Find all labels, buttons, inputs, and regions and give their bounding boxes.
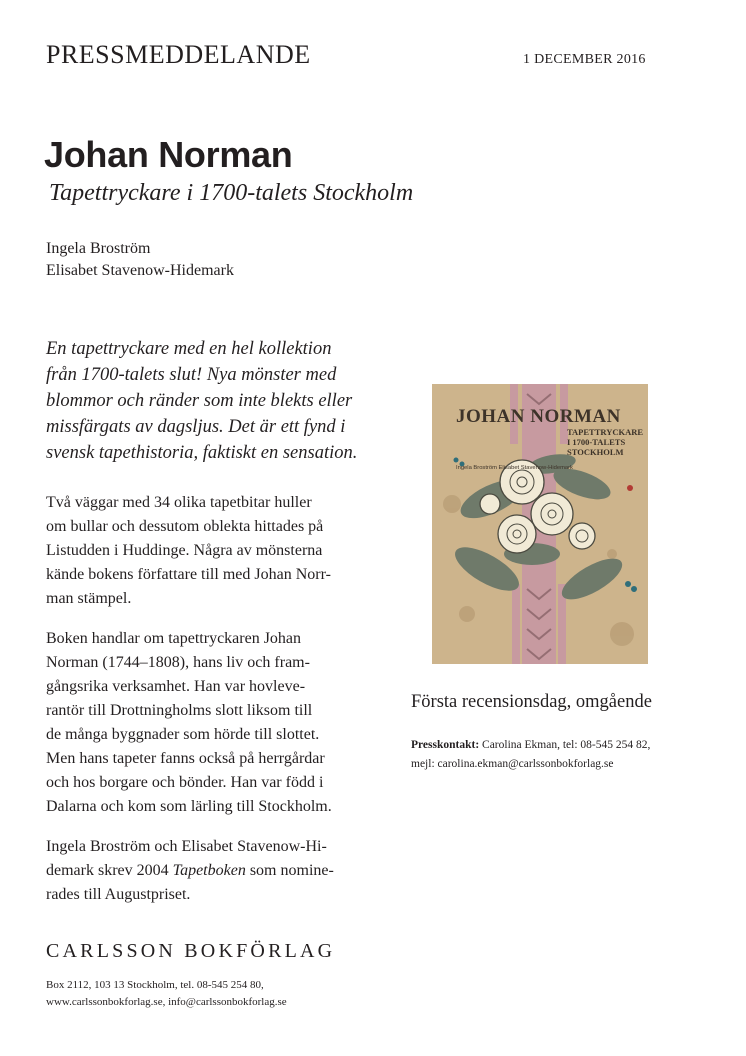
press-contact-name-phone: Carolina Ekman, tel: 08-545 254 82, <box>479 739 651 751</box>
text-span: som nomine- <box>245 862 334 879</box>
paragraph-line <box>46 859 381 883</box>
release-date: 1 DECEMBER 2016 <box>523 52 646 67</box>
book-cover-image <box>432 384 648 664</box>
press-contact <box>411 736 650 774</box>
paragraph-line: Boken handlar om tapettryckaren Johan <box>46 630 302 647</box>
paragraph-line: Men hans tapeter fanns också på herrgårdar <box>46 750 325 767</box>
book-subtitle: Tapettryckare i 1700-talets Stockholm <box>49 180 414 206</box>
lead-line: svensk tapethistoria, faktiskt en sensation. <box>46 443 358 463</box>
lead-line: En tapettryckare med en hel kollektion <box>46 339 332 359</box>
svg-text:TAPETTRYCKARE: TAPETTRYCKARE <box>567 427 644 437</box>
press-contact-email: mejl: carolina.ekman@carlssonbokforlag.se <box>411 758 614 770</box>
lead-line: blommor och ränder som inte blekts eller <box>46 391 353 411</box>
paragraph-line: och hos borgare och bönder. Han var född i <box>46 774 324 791</box>
body-paragraph-2 <box>46 627 381 819</box>
paragraph-line: rantör till Drottningholms slott liksom till <box>46 702 313 719</box>
paragraph-line: om bullar och dessutom oblekta hittades på <box>46 518 324 535</box>
paragraph-line: Ingela Broström och Elisabet Stavenow-Hi- <box>46 838 327 855</box>
review-date: Första recensionsdag, omgående <box>411 692 652 712</box>
text-span: demark skrev 2004 <box>46 862 173 879</box>
svg-text:JOHAN NORMAN: JOHAN NORMAN <box>456 406 621 427</box>
lead-paragraph <box>46 336 381 466</box>
paragraph-line: Dalarna och kom som lärling till Stockholm. <box>46 798 332 815</box>
book-title: Johan Norman <box>44 134 293 175</box>
book-reference-tapetboken: Tapetboken <box>172 862 246 879</box>
paragraph-line: man stämpel. <box>46 590 132 607</box>
paragraph-line: Norman (1744–1808), hans liv och fram- <box>46 654 310 671</box>
svg-text:Ingela Broström Elisabet S: Ingela Broström Elisabet Stavenow-Hidemark <box>456 465 573 471</box>
svg-text:I 1700-TALETS: I 1700-TALETS <box>567 437 626 447</box>
author-name: Elisabet Stavenow-Hidemark <box>46 262 234 279</box>
body-paragraph-3 <box>46 835 381 907</box>
paragraph-line: Listudden i Huddinge. Några av mönsterna <box>46 542 323 559</box>
publisher-contact <box>46 977 287 1011</box>
paragraph-line: de många byggnader som hörde till slottet. <box>46 726 320 743</box>
lead-line: missfärgats av dagsljus. Det är ett fynd i <box>46 417 346 437</box>
paragraph-line: rades till Augustpriset. <box>46 886 191 903</box>
paragraph-line: gångsrika verksamhet. Han var hovleve- <box>46 678 306 695</box>
author-name: Ingela Broström <box>46 240 151 257</box>
authors <box>46 238 234 282</box>
publisher-web: www.carlssonbokforlag.se, info@carlssonbokforlag.se <box>46 996 287 1008</box>
publisher-address: Box 2112, 103 13 Stockholm, tel. 08-545 254 80, <box>46 979 264 991</box>
paragraph-line: Två väggar med 34 olika tapetbitar huller <box>46 494 312 511</box>
press-contact-line <box>411 736 650 755</box>
svg-text:STOCKHOLM: STOCKHOLM <box>567 447 624 457</box>
lead-line: från 1700-talets slut! Nya mönster med <box>46 365 337 385</box>
press-contact-label: Presskontakt: <box>411 739 480 751</box>
paragraph-line: kände bokens författare till med Johan Norr- <box>46 566 331 583</box>
publisher-name: CARLSSON BOKFÖRLAG <box>46 940 336 962</box>
press-release-label: PRESSMEDDELANDE <box>46 40 311 69</box>
body-paragraph-1 <box>46 491 381 611</box>
